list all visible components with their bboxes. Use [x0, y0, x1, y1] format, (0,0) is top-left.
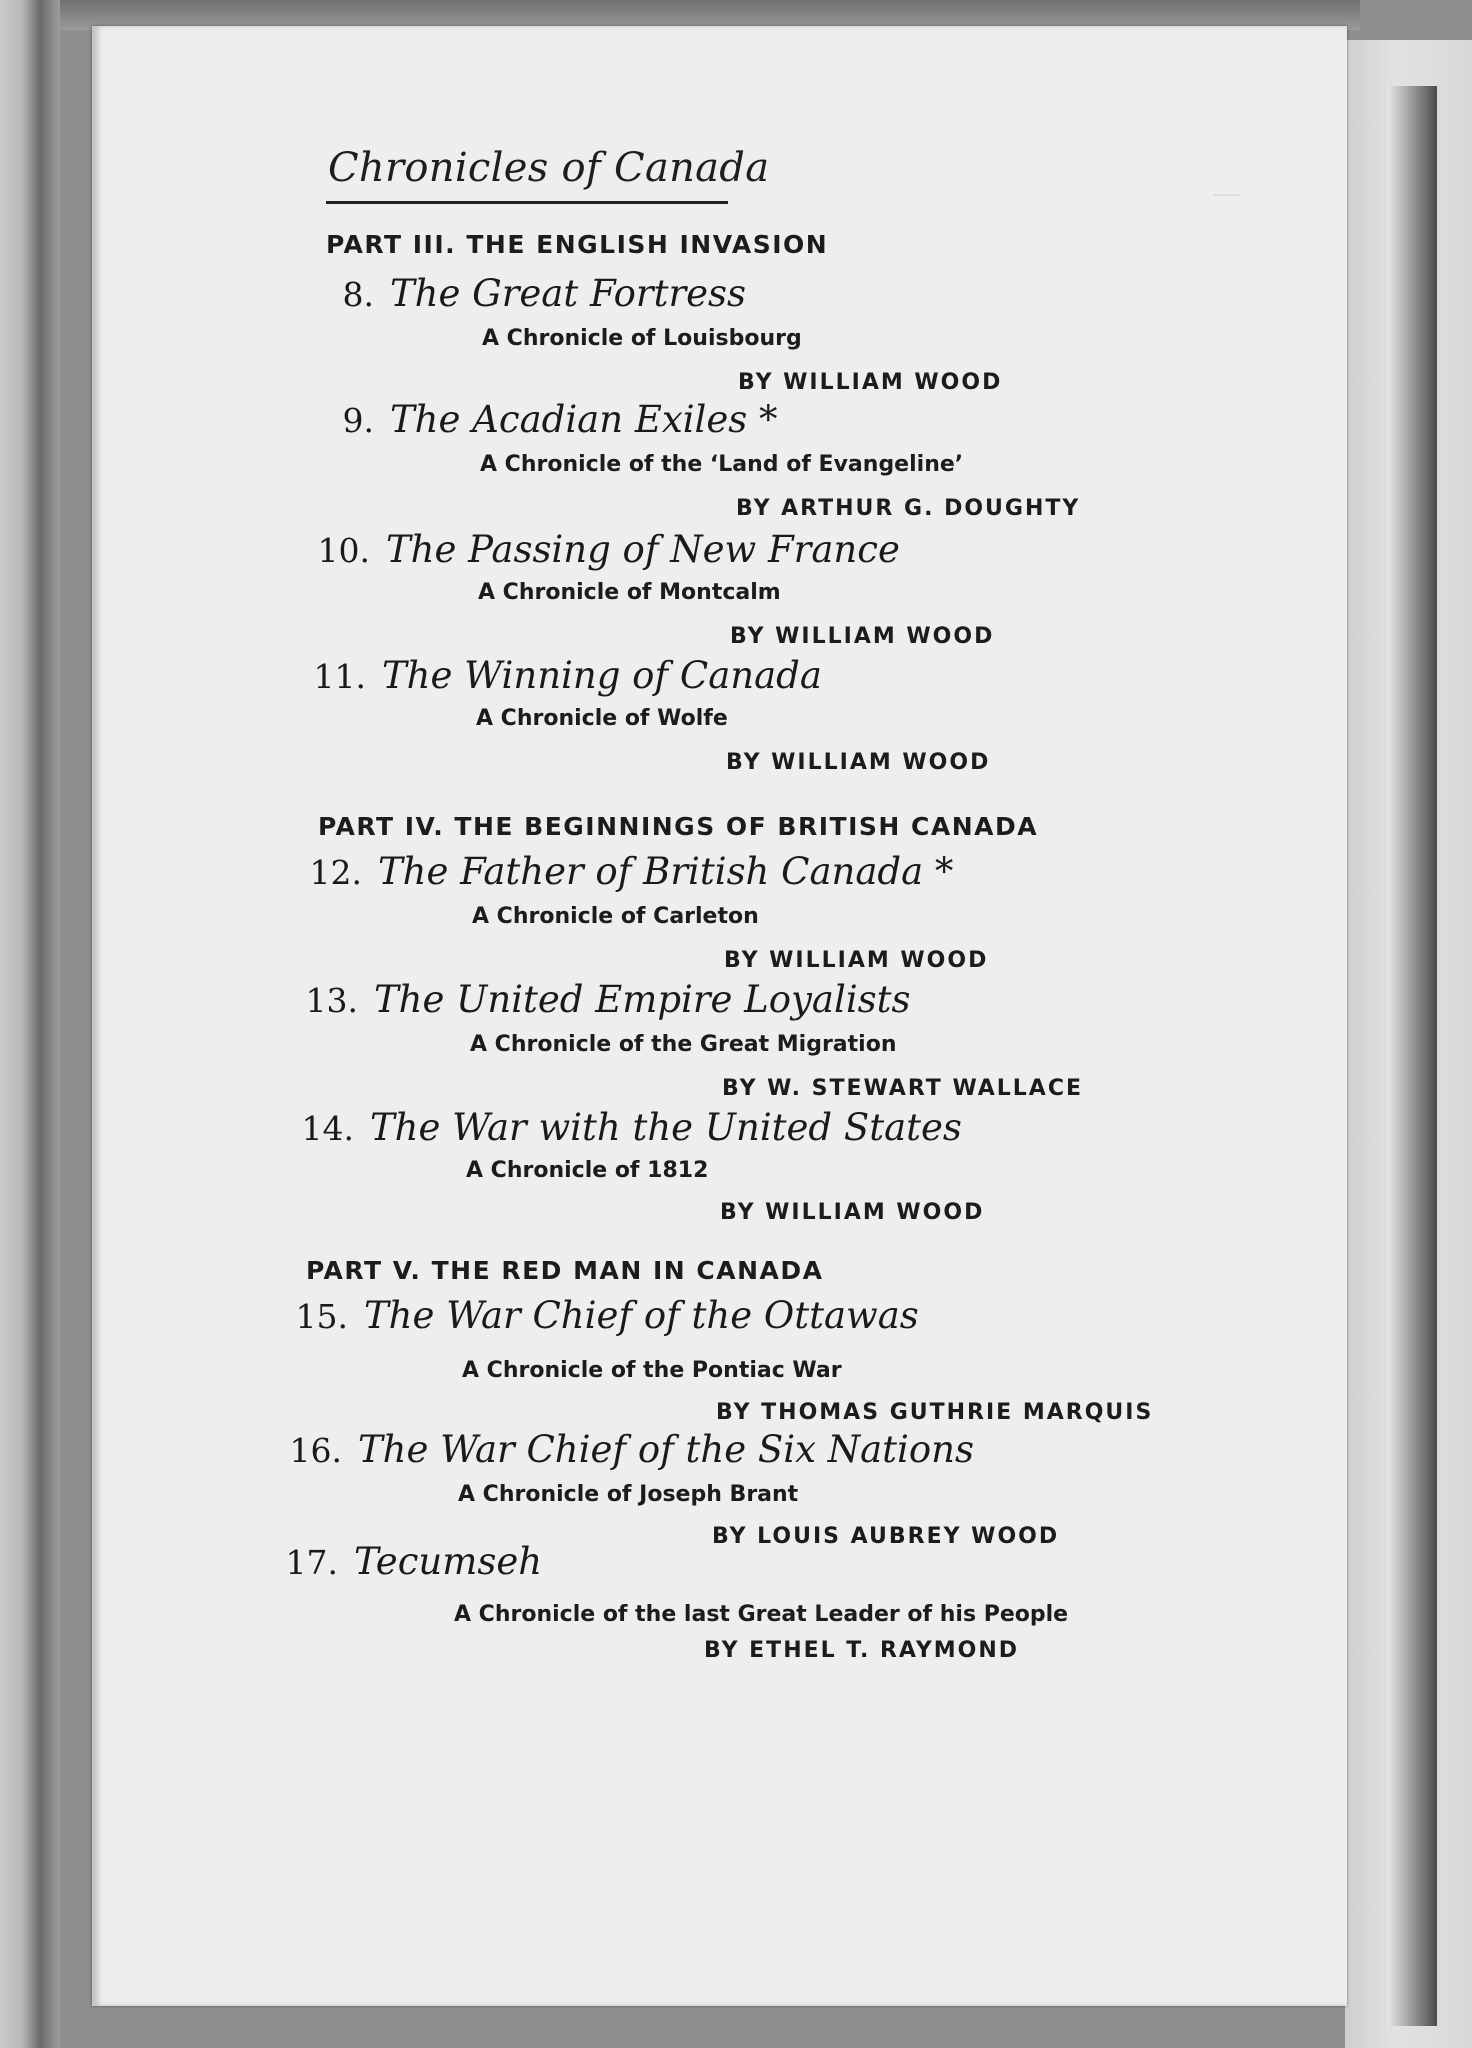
entry-title-text: The Great Fortress	[390, 272, 747, 315]
entry-subtitle: A Chronicle of the ‘Land of Evangeline’	[480, 452, 964, 477]
entry-title	[312, 398, 778, 441]
entry-subtitle: A Chronicle of 1812	[466, 1158, 709, 1183]
entry-number: 8.	[342, 275, 374, 314]
entry-number: 15.	[295, 1297, 348, 1336]
entry-number: 14.	[301, 1109, 354, 1148]
entry-title-text: The War Chief of the Ottawas	[364, 1294, 919, 1337]
entry-author: BY WILLIAM WOOD	[720, 1200, 985, 1225]
entry-author: BY WILLIAM WOOD	[730, 624, 995, 649]
entry-author: BY ARTHUR G. DOUGHTY	[736, 496, 1081, 521]
entry-title	[296, 978, 911, 1021]
entry-number: 12.	[309, 853, 362, 892]
book-binding-edge	[0, 0, 60, 2048]
entry-author: BY W. STEWART WALLACE	[722, 1076, 1083, 1101]
entry-author: BY THOMAS GUTHRIE MARQUIS	[716, 1400, 1154, 1425]
entry-title-text: The Father of British Canada *	[378, 850, 954, 893]
entry-number: 11.	[313, 657, 366, 696]
entry-subtitle: A Chronicle of the Great Migration	[470, 1032, 897, 1057]
entry-title	[308, 528, 900, 571]
entry-number: 9.	[342, 401, 374, 440]
title-underline	[326, 201, 728, 204]
show-through-text: —	[1212, 176, 1242, 211]
entry-title	[280, 1428, 974, 1471]
entry-number: 13.	[305, 981, 358, 1020]
entry-subtitle: A Chronicle of Joseph Brant	[458, 1482, 799, 1507]
part-heading: PART IV. THE BEGINNINGS OF BRITISH CANADA	[318, 812, 1039, 841]
entry-subtitle: A Chronicle of Louisbourg	[482, 326, 802, 351]
entry-title	[312, 272, 746, 315]
entry-title	[276, 1540, 542, 1583]
entry-title-text: The War Chief of the Six Nations	[358, 1428, 974, 1471]
entry-title-text: The Passing of New France	[386, 528, 900, 571]
page-gutter-shadow	[1387, 86, 1437, 2026]
entry-subtitle: A Chronicle of the last Great Leader of his People	[454, 1602, 1069, 1627]
entry-title	[286, 1294, 919, 1337]
series-title: Chronicles of Canada	[328, 145, 770, 191]
entry-title-text: The United Empire Loyalists	[374, 978, 911, 1021]
entry-title	[292, 1106, 962, 1149]
entry-number: 17.	[285, 1543, 338, 1582]
entry-author: BY LOUIS AUBREY WOOD	[712, 1524, 1060, 1549]
entry-author: BY ETHEL T. RAYMOND	[704, 1638, 1020, 1663]
part-heading: PART III. THE ENGLISH INVASION	[326, 230, 829, 259]
entry-title-text: The Acadian Exiles *	[390, 398, 778, 441]
entry-number: 10.	[317, 531, 370, 570]
entry-author: BY WILLIAM WOOD	[724, 948, 989, 973]
entry-subtitle: A Chronicle of Carleton	[472, 904, 759, 929]
entry-title	[300, 850, 953, 893]
entry-title	[304, 654, 822, 697]
entry-author: BY WILLIAM WOOD	[738, 370, 1003, 395]
entry-subtitle: A Chronicle of Wolfe	[476, 706, 728, 731]
entry-title-text: The War with the United States	[370, 1106, 962, 1149]
entry-number: 16.	[289, 1431, 342, 1470]
entry-author: BY WILLIAM WOOD	[726, 750, 991, 775]
entry-subtitle: A Chronicle of the Pontiac War	[462, 1358, 842, 1383]
part-heading: PART V. THE RED MAN IN CANADA	[306, 1256, 824, 1285]
entry-title-text: Tecumseh	[354, 1540, 543, 1583]
entry-subtitle: A Chronicle of Montcalm	[478, 580, 781, 605]
entry-title-text: The Winning of Canada	[382, 654, 822, 697]
